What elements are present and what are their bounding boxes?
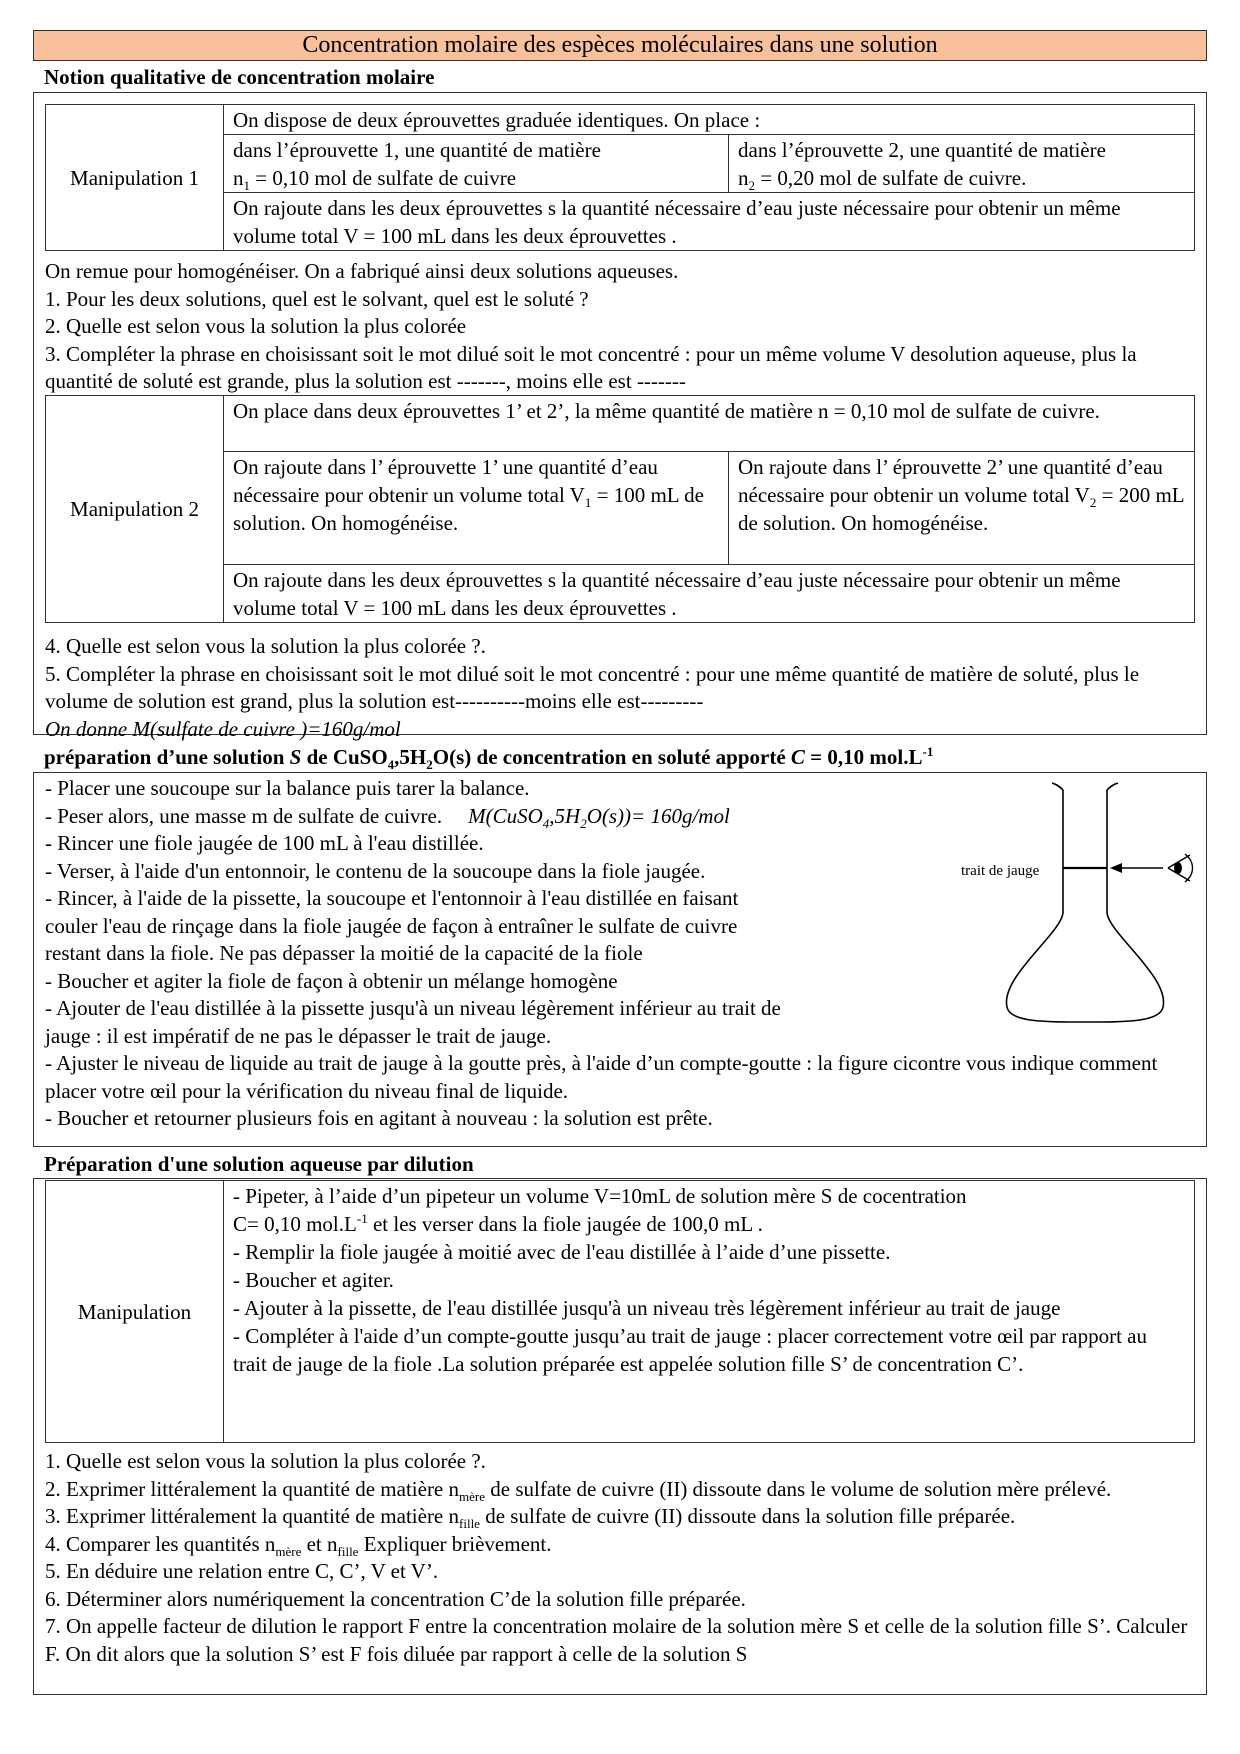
molar-mass-formula: $M(CuSO_4,5H_2O(s))= 160g/mol$ [468,803,730,831]
question-5: 5. Compléter la phrase en choisissant soit le mot dilué soit le mot concentré : pour une même quantité de matière de soluté, plus le volume de solution est grand, plus la solution est----------moins elle est--------- [45,661,1140,713]
dilution-step: - Compléter à l'aide d’un compte-goutte jusqu’au trait de jauge : placer correctement votre œil par rapport au trait de jauge de la fiole .La solution préparée est appelée solution fille S’ de concentration C’. [233,1324,1148,1376]
dilution-step: - Boucher et agiter. [233,1268,394,1292]
step-line: - Peser alors, une masse m de sulfate de cuivre. $M(CuSO_4,5H_2O(s))= 160g/mol$ [45,803,730,831]
manipulation-1-intro: On dispose de deux éprouvettes graduée identiques. On place : [224,105,1195,135]
dilution-step: - Pipeter, à l’aide d’un pipeteur un volume V=10mL de solution mère S de cocentration [233,1184,967,1208]
manipulation-1-conclusion: On rajoute dans les deux éprouvettes s la quantité nécessaire d’eau juste nécessaire pour obtenir un même volume total V = 100 mL dans les deux éprouvettes . [224,193,1195,251]
step-line: - Rincer, à l'aide de la pissette, la soucoupe et l'entonnoir à l'eau distillée en faisant [45,886,739,910]
dilution-question-5: 5. En déduire une relation entre C, C’, V et V’. [45,1559,439,1583]
manipulation-1-tube-2: dans l’éprouvette 2, une quantité de matière $n_2 = 0,20$ mol de sulfate de cuivre. [729,135,1195,193]
dilution-question-6: 6. Déterminer alors numériquement la concentration C’de la solution fille préparée. [45,1586,746,1611]
manipulation-2-conclusion: On rajoute dans les deux éprouvettes s la quantité nécessaire d’eau juste nécessaire pour obtenir un même volume total V = 100 mL dans les deux éprouvettes . [224,565,1195,623]
dilution-question-7: 7. On appelle facteur de dilution le rapport F entre la concentration molaire de la solution mère S et celle de la solution fille S’. Calculer F. On dit alors que la solution S’ est F fois diluée par rapport à celle de la solution S [45,1614,1188,1666]
flask-outline-icon [1006,783,1163,1022]
step-line: jauge : il est impératif de ne pas le dépasser le trait de jauge. [45,1023,552,1048]
dilution-step: - Remplir la fiole jaugée à moitié avec de l'eau distillée à l’aide d’une pissette. [233,1240,891,1264]
eye-icon [1168,854,1193,882]
dilution-step: - Ajouter à la pissette, de l'eau distillée jusqu'à un niveau très légèrement inférieur au trait de jauge [233,1296,1061,1320]
step-line: - Ajouter de l'eau distillée à la pissette jusqu'à un niveau légèrement inférieur au trait de [45,996,781,1020]
question-4: 4. Quelle est selon vous la solution la plus colorée ?. [45,634,486,658]
text-line: On remue pour homogénéiser. On a fabriqué ainsi deux solutions aqueuses. [45,259,679,283]
manipulation-1-table [45,104,1195,251]
manipulation-1-tube-1: dans l’éprouvette 1, une quantité de matière $n_1 = 0,10$ mol de sulfate de cuivre [224,135,729,193]
page-title: Concentration molaire des espèces moléculaires dans une solution [33,30,1207,61]
questions-block-2 [45,633,1195,743]
volumetric-flask-figure [955,782,1195,1047]
manipulation-2-tube-2: On rajoute dans l’ éprouvette 2’ une quantité d’eau nécessaire pour obtenir un volume total $V_2 = 200$ mL de solution. On homogénéise. [729,452,1195,565]
section-heading-qualitative: Notion qualitative de concentration molaire [44,65,435,89]
step-line: - Ajuster le niveau de liquide au trait de jauge à la goutte près, à l'aide d’un compte-goutte : la figure cicontre vous indique comment placer votre œil pour la vérification du niveau final de liquide. [45,1051,1158,1103]
gauge-mark-label: trait de jauge [961,863,1040,879]
question-2: 2. Quelle est selon vous la solution la plus colorée [45,314,467,338]
dilution-question-1: 1. Quelle est selon vous la solution la plus colorée ?. [45,1449,486,1473]
manipulation-dilution-label: Manipulation [46,1181,224,1443]
dilution-question-3: 3. Exprimer littéralement la quantité de matière $n_{fille}$ de sulfate de cuivre (II) dissoute dans la solution fille préparée. [45,1504,1016,1532]
step-line: - Boucher et retourner plusieurs fois en agitant à nouveau : la solution est prête. [45,1106,713,1130]
questions-block-1 [45,258,1195,396]
given-molar-mass: On donne M(sulfate de cuivre )=160g/mol [45,716,401,741]
step-line: - Verser, à l'aide d'un entonnoir, le contenu de la soucoupe dans la fiole jaugée. [45,858,706,883]
step-line: - Rincer une fiole jaugée de 100 mL à l'eau distillée. [45,831,484,855]
manipulation-2-table [45,395,1195,623]
step-line: couler l'eau de rinçage dans la fiole jaugée de façon à entraîner le sulfate de cuivre [45,913,738,938]
step-line: - Placer une soucoupe sur la balance puis tarer la balance. [45,776,530,800]
questions-block-3 [45,1448,1195,1668]
section-heading-dilution: Préparation d'une solution aqueuse par dilution [44,1152,474,1176]
manipulation-dilution-table [45,1180,1195,1443]
manipulation-2-intro: On place dans deux éprouvettes 1’ et 2’, la même quantité de matière n = 0,10 mol de sulfate de cuivre. [224,396,1195,452]
manipulation-1-label: Manipulation 1 [46,105,224,251]
manipulation-2-tube-1: On rajoute dans l’ éprouvette 1’ une quantité d’eau nécessaire pour obtenir un volume total $V_1 = 100$ mL de solution. On homogénéise. [224,452,729,565]
section-heading-preparation: préparation d’une solution S de $CuSO_4,5H_2O(s)$ de concentration en soluté apporté C = 0,10 $mol.L^{-1}$ [44,744,934,773]
step-line: restant dans la fiole. Ne pas dépasser la moitié de la capacité de la fiole [45,941,643,965]
manipulation-2-label: Manipulation 2 [46,396,224,623]
arrow-head-icon [1110,863,1122,873]
question-3: 3. Compléter la phrase en choisissant soit le mot dilué soit le mot concentré : pour un même volume V desolution aqueuse, plus la quantité de soluté est grande, plus la solution est -------, moins elle est ------- [45,341,1137,393]
step-line: - Boucher et agiter la fiole de façon à obtenir un mélange homogène [45,968,618,993]
manipulation-dilution-steps [224,1181,1195,1443]
question-1: 1. Pour les deux solutions, quel est le solvant, quel est le soluté ? [45,286,589,311]
dilution-question-2: 2. Exprimer littéralement la quantité de matière $n_{mère}$ de sulfate de cuivre (II) dissoute dans le volume de solution mère prélevé. [45,1476,1112,1504]
dilution-step: C= 0,10 $mol.L^{-1}$ et les verser dans la fiole jaugée de 100,0 mL . [233,1211,763,1236]
dilution-question-4: 4. Comparer les quantités $n_{mère}$ et $n_{fille}$ Expliquer brièvement. [45,1531,552,1559]
